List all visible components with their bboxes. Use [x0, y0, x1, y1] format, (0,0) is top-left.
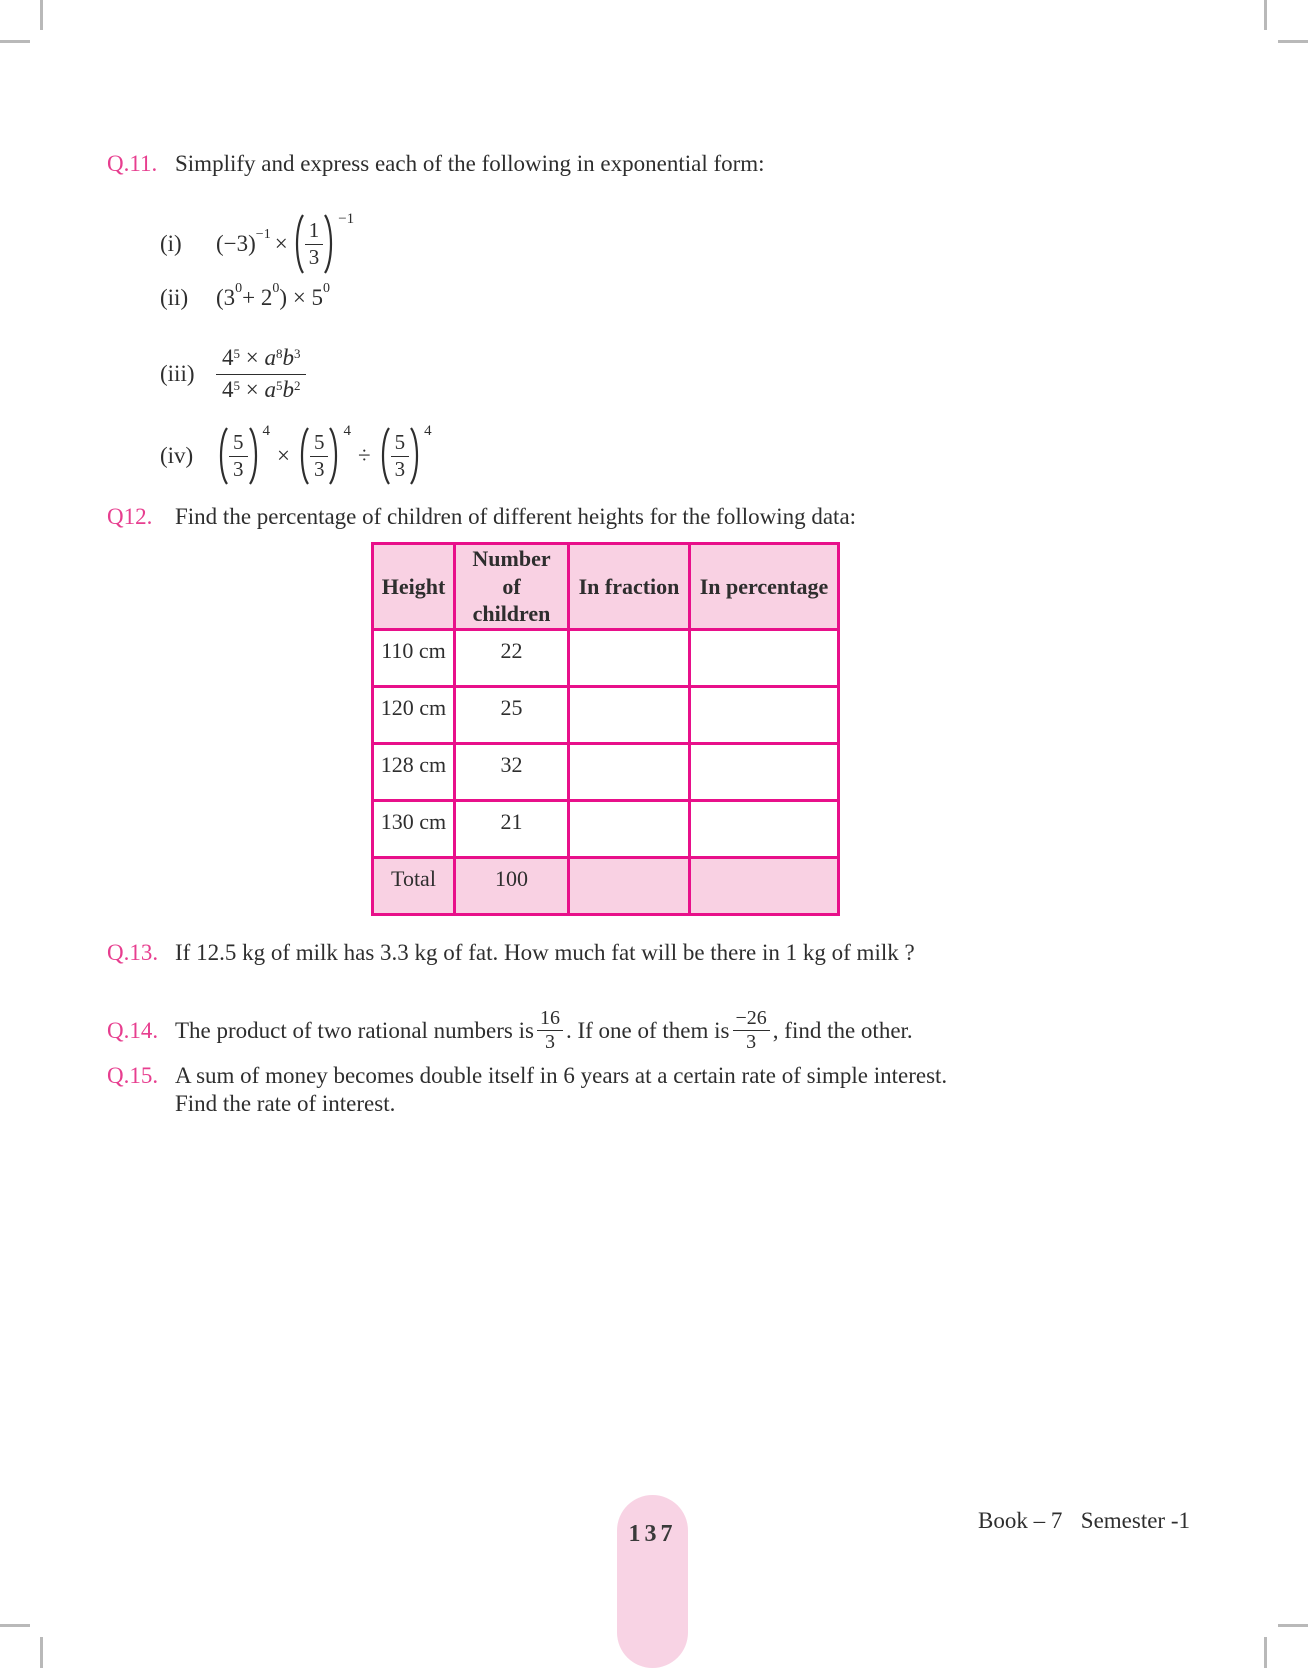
item-label-ii: (ii) [160, 285, 189, 310]
question-number-q12: Q12. [107, 504, 153, 529]
multiply-operator: × [245, 376, 259, 402]
left-paren-icon [216, 426, 229, 486]
right-paren-icon [248, 426, 261, 486]
page-number-capsule [617, 1495, 688, 1668]
math-exponent: −1 [255, 227, 271, 242]
math-exponent: 0 [235, 281, 243, 296]
q11-item-ii [160, 281, 331, 311]
crop-mark-bottom-left-horizontal [0, 1624, 30, 1627]
math-variable: a [264, 376, 276, 402]
question-q11 [107, 150, 1167, 178]
fraction-denominator [222, 375, 300, 403]
fraction-numerator: 1 [305, 219, 324, 245]
fraction-numerator: 5 [310, 431, 329, 457]
crop-mark-top-left-horizontal [0, 40, 30, 43]
right-paren-icon [323, 213, 336, 275]
fraction-denominator: 3 [394, 456, 406, 481]
paren-fraction-group [292, 210, 355, 275]
crop-mark-top-left-vertical [40, 0, 43, 30]
fraction [310, 431, 329, 481]
text-line: A sum of money becomes double itself in 6 years at a certain rate of simple interest. [175, 1063, 948, 1088]
table-cell: 128 cm [373, 743, 455, 800]
table-cell [569, 686, 690, 743]
math-exponent: 2 [293, 377, 301, 393]
math-exponent: 0 [272, 281, 280, 296]
math-exponent: 0 [323, 281, 331, 296]
fraction-numerator: 16 [537, 1008, 563, 1031]
table-cell [569, 800, 690, 857]
question-text-q14 [175, 1008, 913, 1053]
question-number-q13: Q.13. [107, 940, 159, 965]
paren-fraction-group [216, 422, 270, 486]
math-token: 4 [222, 345, 234, 371]
fraction-numerator: 5 [391, 431, 410, 457]
footer-semester-label: Semester -1 [1080, 1508, 1190, 1533]
paren-fraction-group [297, 422, 351, 486]
fraction-denominator: 3 [308, 244, 320, 269]
crop-mark-bottom-right-horizontal [1278, 1624, 1308, 1627]
table-cell [569, 857, 690, 914]
item-label-i: (i) [160, 231, 182, 256]
math-token: 4 [222, 376, 234, 402]
left-paren-icon [297, 426, 310, 486]
table-cell [690, 800, 839, 857]
math-token: + 2 [242, 285, 273, 310]
fraction-numerator: 5 [229, 431, 248, 457]
multiply-operator: × [245, 345, 259, 371]
question-text-q13: If 12.5 kg of milk has 3.3 kg of fat. How much fat will be there in 1 kg of milk ? [175, 940, 915, 965]
table-cell: 32 [455, 743, 569, 800]
table-cell: 110 cm [373, 629, 455, 686]
crop-mark-bottom-left-vertical [40, 1637, 43, 1668]
question-q15 [107, 1062, 1207, 1118]
table-cell: 22 [455, 629, 569, 686]
table-header-cell: Number of children [455, 544, 569, 630]
table-cell [690, 743, 839, 800]
table-header-cell: In fraction [569, 544, 690, 630]
table-cell: 100 [455, 857, 569, 914]
paren-fraction-group [378, 422, 432, 486]
question-number-q14: Q.14. [107, 1017, 159, 1043]
left-paren-icon [378, 426, 391, 486]
math-expression-ii [216, 281, 331, 311]
fraction-denominator: 3 [746, 1031, 757, 1053]
crop-mark-top-right-vertical [1264, 0, 1267, 30]
math-exponent: 3 [293, 346, 301, 362]
math-variable: b [282, 345, 294, 371]
table-cell: 130 cm [373, 800, 455, 857]
q11-item-iv [160, 420, 432, 492]
math-exponent: 5 [233, 346, 240, 362]
table-cell: 21 [455, 800, 569, 857]
question-text-q11: Simplify and express each of the following in exponential form: [175, 151, 765, 176]
question-q12 [107, 503, 1167, 531]
fraction-denominator: 3 [233, 456, 244, 481]
fraction [305, 219, 324, 269]
math-outer-exponent: 4 [424, 422, 432, 439]
q11-item-i [160, 205, 354, 283]
multiply-operator: × [277, 443, 290, 468]
fraction [229, 431, 248, 481]
multiply-operator: × [274, 231, 288, 256]
question-q13 [107, 939, 1207, 967]
table-cell: 25 [455, 686, 569, 743]
math-exponent: 5 [275, 377, 283, 393]
math-base: (−3) [216, 231, 256, 256]
table-cell [690, 629, 839, 686]
fraction-numerator: −26 [733, 1008, 770, 1031]
left-paren-icon [292, 213, 305, 275]
heights-data-table [371, 542, 840, 916]
crop-mark-top-right-horizontal [1278, 40, 1308, 43]
table-row [373, 800, 839, 857]
table-cell [569, 629, 690, 686]
table-cell [569, 743, 690, 800]
math-variable: a [264, 345, 276, 371]
question-number-q11: Q.11. [107, 151, 158, 176]
table-cell [690, 686, 839, 743]
q11-item-iii [160, 338, 306, 410]
math-outer-exponent: −1 [338, 210, 355, 227]
table-header-cell: Height [373, 544, 455, 630]
text-segment: . If one of them is [565, 1017, 730, 1043]
fraction-denominator: 3 [313, 456, 325, 481]
text-line: Find the rate of interest. [175, 1091, 396, 1116]
footer-book-info [978, 1508, 1190, 1534]
table-cell: 120 cm [373, 686, 455, 743]
footer-book-label: Book – 7 [978, 1508, 1063, 1533]
fraction [391, 431, 410, 481]
divide-operator: ÷ [357, 443, 371, 468]
math-expression-i [216, 210, 355, 275]
math-outer-exponent: 4 [262, 422, 270, 439]
question-number-q15: Q.15. [107, 1063, 159, 1088]
fraction-denominator: 3 [544, 1031, 555, 1053]
fraction [733, 1008, 770, 1053]
table-row [373, 743, 839, 800]
text-segment: , find the other. [772, 1017, 913, 1043]
math-variable: b [282, 376, 294, 402]
question-text-q15 [175, 1062, 947, 1118]
table-total-row [373, 857, 839, 914]
table-row [373, 686, 839, 743]
item-label-iv: (iv) [160, 443, 194, 468]
math-token: ) × 5 [279, 285, 324, 310]
math-expression-iv [216, 422, 432, 486]
math-outer-exponent: 4 [343, 422, 351, 439]
math-exponent: 5 [233, 377, 240, 393]
math-token: (3 [216, 285, 236, 310]
table-header-row [373, 544, 839, 630]
table-cell [690, 857, 839, 914]
right-paren-icon [409, 426, 422, 486]
crop-mark-bottom-right-vertical [1264, 1637, 1267, 1668]
text-segment: The product of two rational numbers is [175, 1017, 534, 1043]
right-paren-icon [328, 426, 341, 486]
math-exponent: 8 [275, 346, 283, 362]
table-row [373, 629, 839, 686]
table-header-cell: In percentage [690, 544, 839, 630]
page-number: 137 [628, 1521, 677, 1547]
item-label-iii: (iii) [160, 361, 195, 386]
question-q14 [107, 1008, 1257, 1053]
table-cell: Total [373, 857, 455, 914]
question-text-q12: Find the percentage of children of different heights for the following data: [175, 504, 857, 529]
fraction-numerator [216, 345, 306, 374]
fraction [537, 1008, 563, 1053]
fraction-expression [216, 345, 306, 403]
